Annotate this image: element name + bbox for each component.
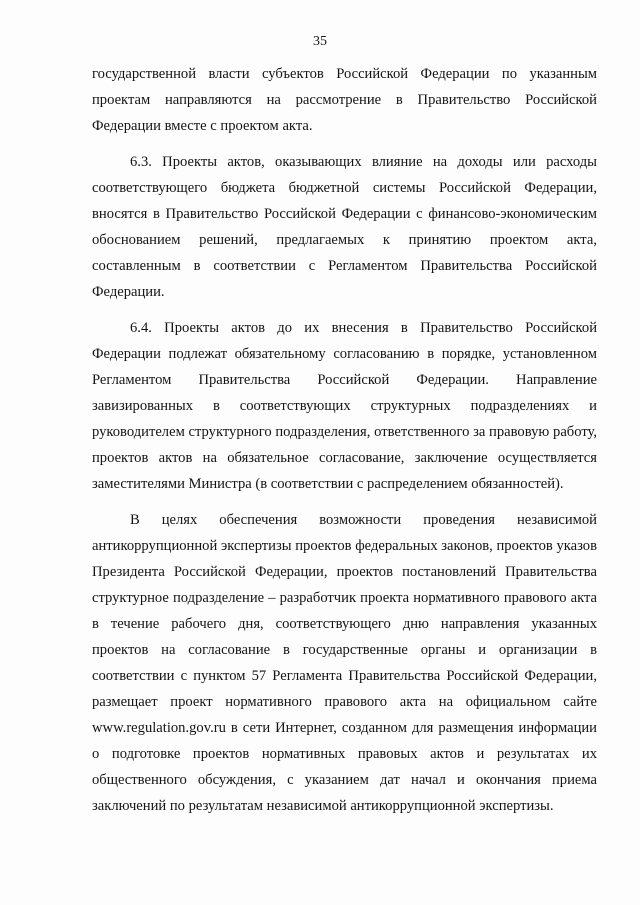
- paragraph-6-4: 6.4. Проекты актов до их внесения в Правительство Российской Федерации подлежат обязательному согласованию в порядке, установленном Регламентом Правительства Российской Федерации. Направление завизированных в соответствующих структурных подразделениях и руководителем структурного подразделения, ответственного за правовую работу, проектов актов на обязательное согласование, заключение осуществляется заместителями Министра (в соответствии с распределением обязанностей).: [92, 320, 597, 492]
- document-body: [92, 61, 597, 829]
- paragraph-6-3: 6.3. Проекты актов, оказывающих влияние на доходы или расходы соответствующего бюджета бюджетной системы Российской Федерации, вносятся в Правительство Российской Федерации с финансово-экономическим обоснованием решений, предлагаемых к принятию проектом акта, составленным в соответствии с Регламентом Правительства Российской Федерации.: [92, 154, 597, 300]
- page-number: 35: [313, 34, 327, 49]
- paragraph-anticorruption-expertise: В целях обеспечения возможности проведения независимой антикоррупционной экспертизы проектов федеральных законов, проектов указов Президента Российской Федерации, проектов постановлений Правительства структурное подразделение – разработчик проекта нормативного правового акта в течение рабочего дня, соответствующего дню направления указанных проектов на согласование в государственные органы и организации в соответствии с пунктом 57 Регламента Правительства Российской Федерации, размещает проект нормативного правового акта на официальном сайте www.regulation.gov.ru в сети Интернет, созданном для размещения информации о подготовке проектов нормативных правовых актов и результатах их общественного обсуждения, с указанием дат начал и окончания приема заключений по результатам независимой антикоррупционной экспертизы.: [92, 512, 597, 814]
- paragraph-continuation: государственной власти субъектов Российской Федерации по указанным проектам направляются на рассмотрение в Правительство Российской Федерации вместе с проектом акта.: [92, 66, 597, 134]
